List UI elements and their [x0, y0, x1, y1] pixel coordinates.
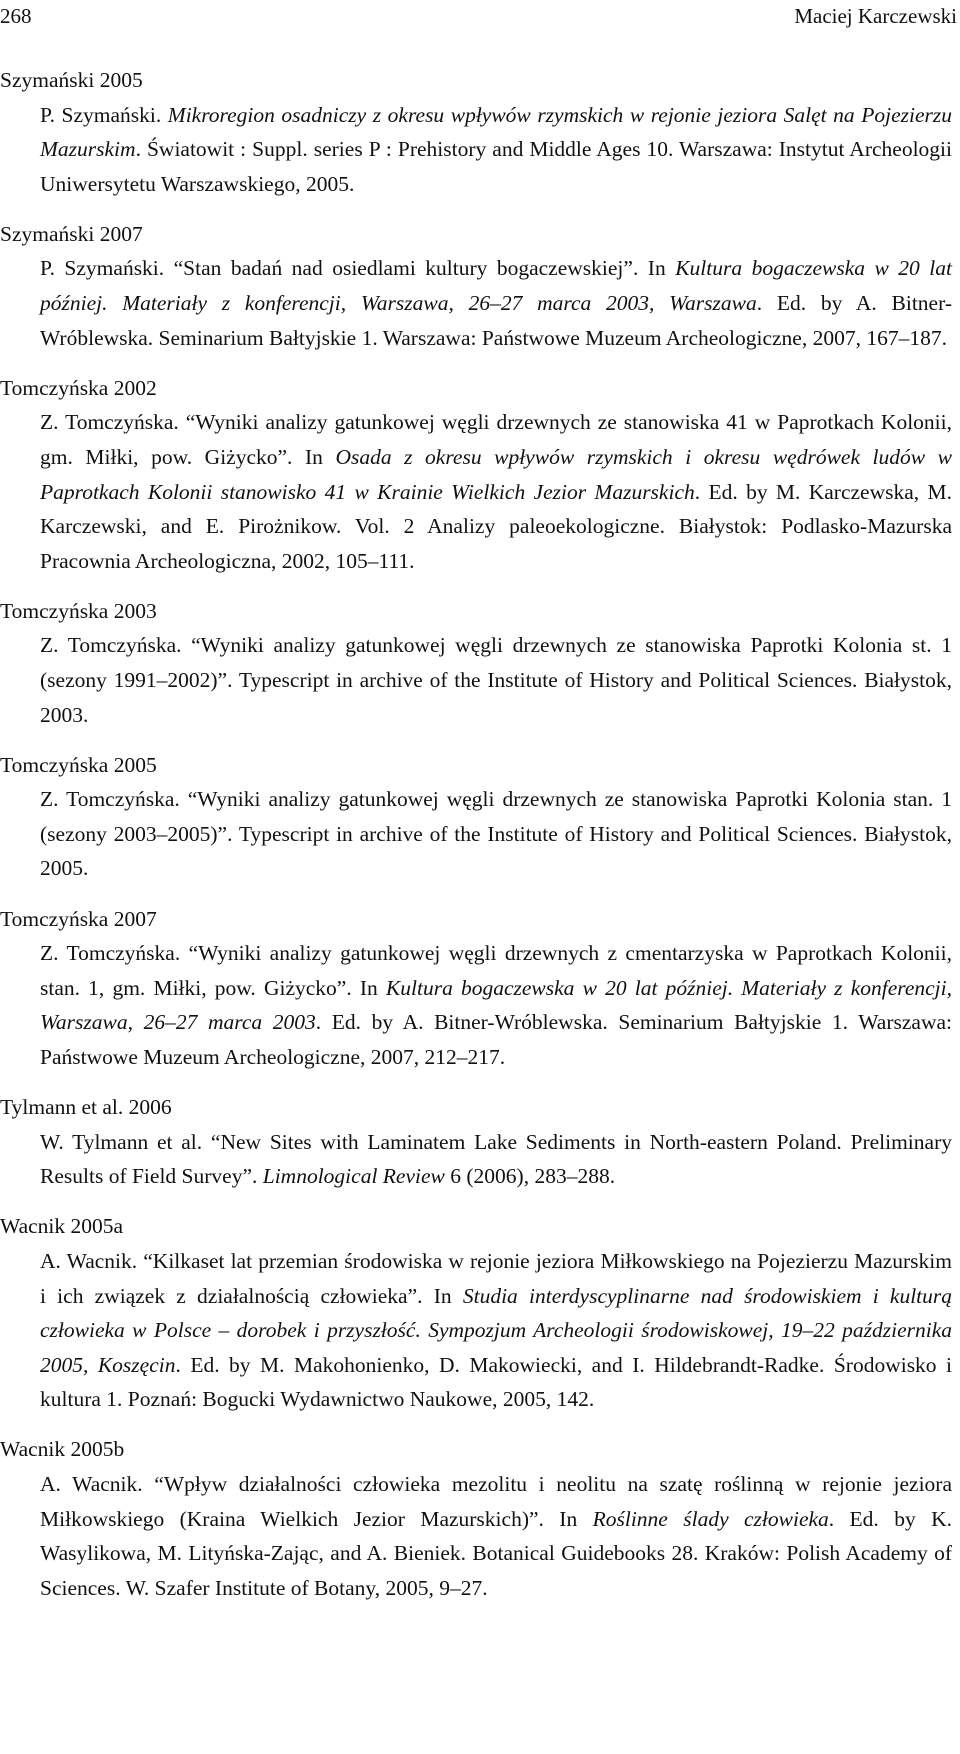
entry-citation	[0, 405, 952, 578]
entry-citation	[0, 628, 952, 732]
citation-text: Z. Tomczyńska. “Wyniki analizy gatunkowej węgli drzewnych ze stanowiska Paprotki Kolonia st. 1 (sezony 1991–2002)”. Typescript in archive of the Institute of History and Political Sciences. Białystok, 2003.	[40, 633, 952, 727]
citation-text: . Ed. by K. Wasylikowa, M. Lityńska-Zając, and A. Bieniek. Botanical Guidebooks 28. Kraków: Polish Academy of Sciences. W. Szafer Institute of Botany, 2005, 9–27.	[40, 1506, 952, 1600]
bibliography-list	[0, 63, 952, 1621]
bibliography-entry	[0, 1209, 952, 1417]
citation-title-italic: Roślinne ślady człowieka	[592, 1506, 829, 1531]
citation-text: P. Szymański. “Stan badań nad osiedlami kultury bogaczewskiej”. In	[40, 256, 676, 281]
entry-citation	[0, 782, 952, 886]
entry-key: Tomczyńska 2003	[0, 598, 157, 623]
running-head: Maciej Karczewski	[794, 4, 957, 28]
entry-citation	[0, 936, 952, 1074]
entry-citation	[0, 98, 952, 202]
entry-key: Wacnik 2005a	[0, 1214, 124, 1239]
citation-text: P. Szymański.	[40, 102, 168, 127]
entry-citation	[0, 1125, 952, 1194]
citation-text: W. Tylmann et al. “New Sites with Laminatem Lake Sediments in North-eastern Poland. Preliminary Results of Field Survey”.	[40, 1129, 952, 1189]
citation-title-italic: Kultura bogaczewska w 20 lat później. Materiały z konferencji, Warszawa, 26–27 marca 2003	[40, 975, 952, 1035]
citation-title-italic: Osada z okresu wpływów rzymskich i okresu wędrówek ludów w Paprotkach Kolonii stanowisko 41 w Krainie Wielkich Jezior Mazurskich	[40, 444, 953, 504]
citation-text: Z. Tomczyńska. “Wyniki analizy gatunkowej węgli drzewnych z cmentarzyska w Paprotkach Kolonii, stan. 1, gm. Miłki, pow. Giżycko”. In	[40, 941, 952, 1000]
citation-text: A. Wacnik. “Wpływ działalności człowieka mezolitu i neolitu na szatę roślinną w rejonie jeziora Miłkowskiego (Kraina Wielkich Jezior Mazurskich)”. In	[40, 1471, 952, 1531]
citation-title-italic: Mikroregion osadniczy z okresu wpływów rzymskich w rejonie jeziora Salęt na Pojezierzu Mazurskim	[40, 102, 952, 162]
page-number: 268	[0, 4, 32, 28]
citation-text: . Ed. by M. Makohonienko, D. Makowiecki, and I. Hildebrandt-Radke. Środowisko i kultura 1. Poznań: Bogucki Wydawnictwo Naukowe, 2005, 142.	[40, 1352, 952, 1412]
citation-text: . Ed. by M. Karczewska, M. Karczewski, and E. Pirożnikow. Vol. 2 Analizy paleoekologiczne. Białystok: Podlasko-Mazurska Pracownia Archeologiczna, 2002, 105–111.	[40, 479, 952, 573]
entry-key: Tomczyńska 2007	[0, 906, 157, 931]
entry-key: Tylmann et al. 2006	[0, 1095, 172, 1120]
citation-title-italic: Kultura bogaczewska w 20 lat później. Materiały z konferencji, Warszawa, 26–27 marca 2003, Warszawa	[40, 256, 952, 316]
citation-text: 6 (2006), 283–288.	[444, 1164, 616, 1189]
bibliography-entry	[0, 748, 952, 886]
citation-text: . Światowit : Suppl. series P : Prehistory and Middle Ages 10. Warszawa: Instytut Archeologii Uniwersytetu Warszawskiego, 2005.	[40, 137, 952, 196]
bibliography-entry	[0, 1432, 952, 1605]
citation-text: Z. Tomczyńska. “Wyniki analizy gatunkowej węgli drzewnych ze stanowiska Paprotki Kolonia stan. 1 (sezony 2003–2005)”. Typescript in archive of the Institute of History and Political Sciences. Białystok, 2005.	[40, 787, 952, 881]
entry-key: Wacnik 2005b	[0, 1437, 125, 1462]
entry-key: Szymański 2007	[0, 221, 143, 246]
entry-key: Szymański 2005	[0, 68, 143, 92]
bibliography-entry	[0, 1090, 952, 1194]
citation-text: . Ed. by A. Bitner-Wróblewska. Seminarium Bałtyjskie 1. Warszawa: Państwowe Muzeum Archeologiczne, 2007, 167–187.	[40, 291, 952, 350]
bibliography-entry	[0, 371, 952, 579]
bibliography-entry	[0, 902, 952, 1075]
entry-key: Tomczyńska 2002	[0, 375, 157, 400]
bibliography-entry	[0, 63, 952, 201]
bibliography-entry	[0, 217, 952, 355]
entry-citation	[0, 251, 952, 355]
citation-text: A. Wacnik. “Kilkaset lat przemian środowiska w rejonie jeziora Miłkowskiego na Pojezierzu Mazurskim i ich związek z działalnością człowieka”. In	[40, 1248, 952, 1308]
entry-citation	[0, 1244, 952, 1417]
bibliography-entry	[0, 594, 952, 732]
entry-citation	[0, 1467, 952, 1605]
page-header	[0, 2, 960, 32]
entry-key: Tomczyńska 2005	[0, 752, 157, 777]
citation-text: . Ed. by A. Bitner-Wróblewska. Seminarium Bałtyjskie 1. Warszawa: Państwowe Muzeum Archeologiczne, 2007, 212–217.	[40, 1010, 953, 1069]
citation-title-italic: Limnological Review	[262, 1164, 445, 1189]
citation-text: Z. Tomczyńska. “Wyniki analizy gatunkowej węgli drzewnych ze stanowiska 41 w Paprotkach Kolonii, gm. Miłki, pow. Giżycko”. In	[40, 410, 952, 469]
citation-title-italic: Studia interdyscyplinarne nad środowiskiem i kulturą człowieka w Polsce – dorobek i przyszłość. Sympozjum Archeologii środowiskowej, 19–22 października 2005, Koszęcin	[40, 1283, 953, 1377]
